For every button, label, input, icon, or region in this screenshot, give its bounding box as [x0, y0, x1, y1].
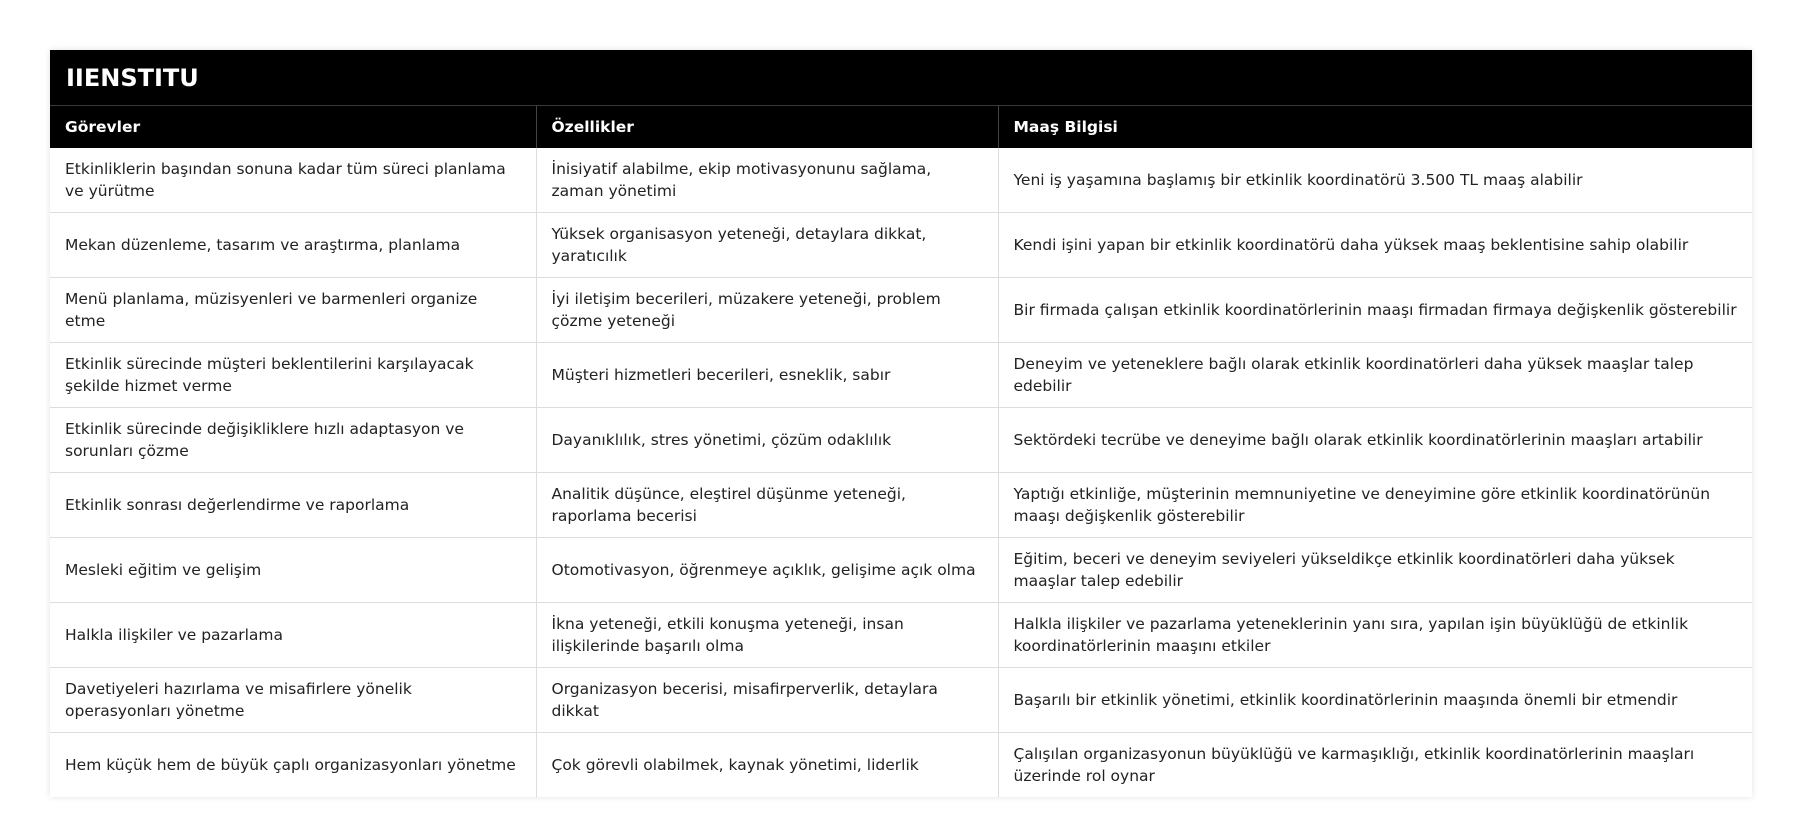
table-cell: Kendi işini yapan bir etkinlik koordinatörü daha yüksek maaş beklentisine sahip olabilir: [998, 213, 1752, 278]
table-cell: Müşteri hizmetleri becerileri, esneklik, sabır: [536, 343, 998, 408]
table-title: IIENSTITU: [50, 50, 1752, 106]
table-cell: Etkinlik sürecinde değişikliklere hızlı adaptasyon ve sorunları çözme: [50, 408, 536, 473]
column-header-maas-bilgisi: Maaş Bilgisi: [998, 106, 1752, 148]
data-table: [50, 106, 1752, 797]
table-cell: Etkinlik sonrası değerlendirme ve raporlama: [50, 473, 536, 538]
table-cell: Yaptığı etkinliğe, müşterinin memnuniyetine ve deneyimine göre etkinlik koordinatörünün maaşı değişkenlik gösterebilir: [998, 473, 1752, 538]
table-row: [50, 603, 1752, 668]
table-header: [50, 106, 1752, 148]
table-cell: Deneyim ve yeteneklere bağlı olarak etkinlik koordinatörleri daha yüksek maaşlar talep edebilir: [998, 343, 1752, 408]
table-row: [50, 408, 1752, 473]
table-cell: Etkinlik sürecinde müşteri beklentilerini karşılayacak şekilde hizmet verme: [50, 343, 536, 408]
table-cell: Mesleki eğitim ve gelişim: [50, 538, 536, 603]
table-cell: Yeni iş yaşamına başlamış bir etkinlik koordinatörü 3.500 TL maaş alabilir: [998, 148, 1752, 213]
table-cell: Çok görevli olabilmek, kaynak yönetimi, liderlik: [536, 733, 998, 798]
table-row: [50, 343, 1752, 408]
table-card: [50, 50, 1752, 797]
table-cell: Başarılı bir etkinlik yönetimi, etkinlik koordinatörlerinin maaşında önemli bir etmendir: [998, 668, 1752, 733]
table-cell: Menü planlama, müzisyenleri ve barmenleri organize etme: [50, 278, 536, 343]
table-cell: Halkla ilişkiler ve pazarlama yeteneklerinin yanı sıra, yapılan işin büyüklüğü de etkinlik koordinatörlerinin maaşını etkiler: [998, 603, 1752, 668]
table-cell: Organizasyon becerisi, misafirperverlik, detaylara dikkat: [536, 668, 998, 733]
table-cell: Hem küçük hem de büyük çaplı organizasyonları yönetme: [50, 733, 536, 798]
table-cell: Analitik düşünce, eleştirel düşünme yeteneği, raporlama becerisi: [536, 473, 998, 538]
table-cell: İnisiyatif alabilme, ekip motivasyonunu sağlama, zaman yönetimi: [536, 148, 998, 213]
table-cell: Çalışılan organizasyonun büyüklüğü ve karmaşıklığı, etkinlik koordinatörlerinin maaşları üzerinde rol oynar: [1013, 745, 1695, 785]
table-cell: Dayanıklılık, stres yönetimi, çözüm odaklılık: [536, 408, 998, 473]
table-row: [50, 733, 1752, 798]
table-cell: Yüksek organisasyon yeteneği, detaylara dikkat, yaratıcılık: [536, 213, 998, 278]
table-row: [50, 278, 1752, 343]
column-header-gorevler: Görevler: [50, 106, 536, 148]
table-cell: Etkinliklerin başından sonuna kadar tüm süreci planlama ve yürütme: [50, 148, 536, 213]
table-cell: İyi iletişim becerileri, müzakere yeteneği, problem çözme yeteneği: [536, 278, 998, 343]
table-row: [50, 668, 1752, 733]
table-cell: Otomotivasyon, öğrenmeye açıklık, gelişime açık olma: [536, 538, 998, 603]
table-cell: Eğitim, beceri ve deneyim seviyeleri yükseldikçe etkinlik koordinatörleri daha yüksek maaşlar talep edebilir: [998, 538, 1752, 603]
column-header-ozellikler: Özellikler: [536, 106, 998, 148]
table-row: [50, 213, 1752, 278]
table-cell: Halkla ilişkiler ve pazarlama: [50, 603, 536, 668]
table-cell: Bir firmada çalışan etkinlik koordinatörlerinin maaşı firmadan firmaya değişkenlik gösterebilir: [998, 278, 1752, 343]
table-row: [50, 538, 1752, 603]
table-cell: İkna yeteneği, etkili konuşma yeteneği, insan ilişkilerinde başarılı olma: [536, 603, 998, 668]
table-row: [50, 473, 1752, 538]
table-cell: Davetiyeleri hazırlama ve misafirlere yönelik operasyonları yönetme: [50, 668, 536, 733]
table-cell: Mekan düzenleme, tasarım ve araştırma, planlama: [50, 213, 536, 278]
table-cell: Sektördeki tecrübe ve deneyime bağlı olarak etkinlik koordinatörlerinin maaşları artabilir: [998, 408, 1752, 473]
header-row: [50, 106, 1752, 148]
table-body: [50, 148, 1752, 797]
table-row: [50, 148, 1752, 213]
